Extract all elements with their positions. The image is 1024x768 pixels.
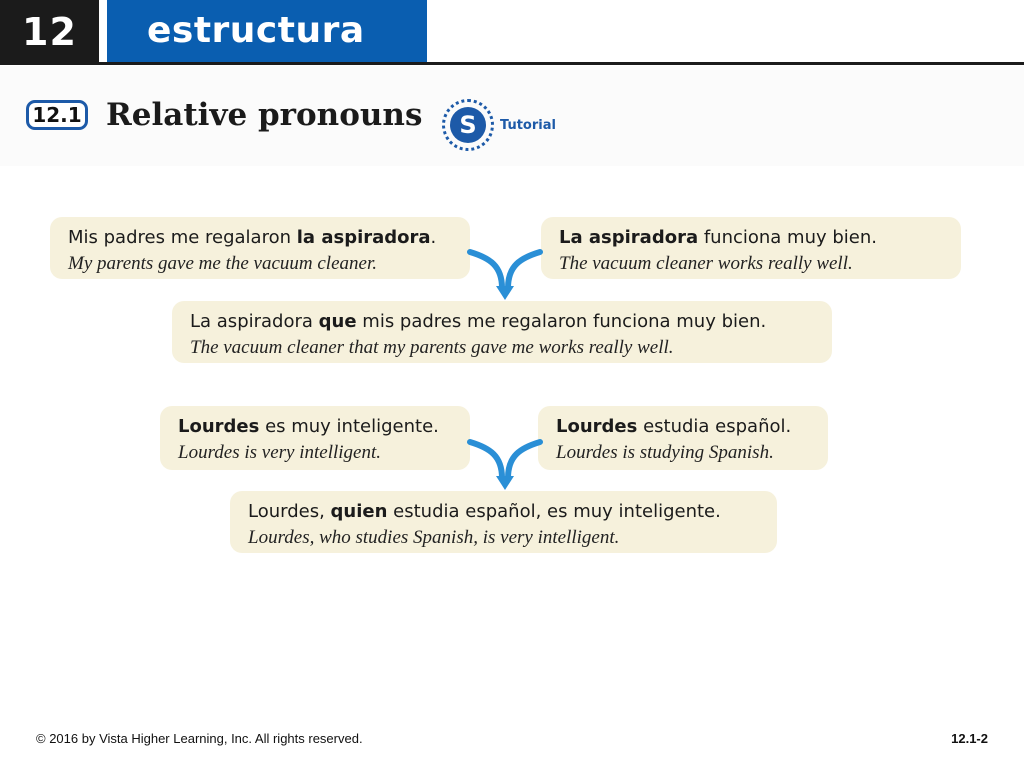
- example2-left-es: Lourdes es muy inteligente.: [178, 416, 439, 437]
- example2-right-es: Lourdes estudia español.: [556, 416, 792, 437]
- chapter-number: 12: [0, 0, 99, 64]
- example1-left-box: [50, 217, 470, 279]
- example1-combined-en: The vacuum cleaner that my parents gave me works really well.: [190, 337, 674, 358]
- example2-combined-es: Lourdes, quien estudia español, es muy inteligente.: [248, 501, 721, 522]
- relative-pronoun: que: [318, 311, 357, 332]
- header-rule: [0, 62, 1024, 65]
- merge-arrow-icon: [466, 434, 544, 492]
- bold-phrase: Lourdes: [556, 416, 638, 437]
- bold-phrase: La aspiradora: [559, 227, 699, 248]
- tutorial-label[interactable]: Tutorial: [500, 117, 556, 133]
- tutorial-s-icon[interactable]: [442, 99, 494, 151]
- example2-combined-box: [230, 491, 777, 553]
- example1-right-es: La aspiradora funciona muy bien.: [559, 227, 878, 248]
- example2-right-en: Lourdes is studying Spanish.: [556, 442, 774, 463]
- bold-phrase: Lourdes: [178, 416, 260, 437]
- chapter-title: estructura: [107, 0, 427, 62]
- relative-pronoun: quien: [330, 501, 388, 522]
- tutorial-link[interactable]: [442, 96, 556, 154]
- example2-left-box: [160, 406, 470, 470]
- example1-left-en: My parents gave me the vacuum cleaner.: [68, 253, 377, 274]
- example1-right-box: [541, 217, 961, 279]
- example2-combined-en: Lourdes, who studies Spanish, is very intelligent.: [248, 527, 620, 548]
- section-number-badge: 12.1: [26, 100, 88, 130]
- example1-combined-es: La aspiradora que mis padres me regalaron funciona muy bien.: [190, 311, 767, 332]
- page-number: 12.1-2: [951, 731, 988, 746]
- bold-phrase: la aspiradora: [296, 227, 431, 248]
- chapter-header: [0, 0, 1024, 64]
- merge-arrow-icon: [466, 244, 544, 302]
- tutorial-icon-letter: S: [450, 107, 486, 143]
- copyright-notice: © 2016 by Vista Higher Learning, Inc. All rights reserved.: [36, 731, 363, 746]
- example2-left-en: Lourdes is very intelligent.: [178, 442, 381, 463]
- example2-right-box: [538, 406, 828, 470]
- example1-right-en: The vacuum cleaner works really well.: [559, 253, 853, 274]
- section-title: Relative pronouns: [106, 97, 423, 133]
- example1-combined-box: [172, 301, 832, 363]
- example1-left-es: Mis padres me regalaron la aspiradora.: [68, 227, 437, 248]
